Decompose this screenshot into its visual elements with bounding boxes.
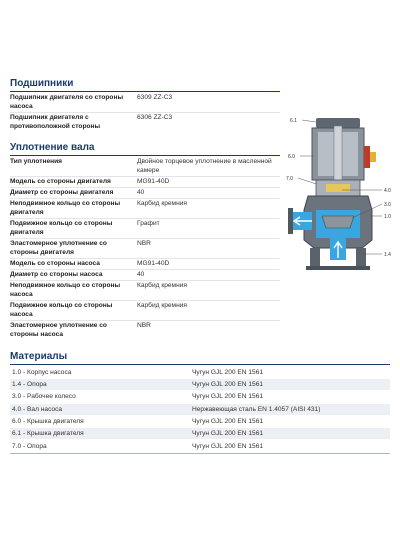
seal-pump-stationary-ring-label: Неподвижное кольцо со стороны насоса [10, 282, 121, 298]
bearings-title: Подшипники [10, 78, 74, 89]
seal-motor-diameter-value: 40 [137, 189, 145, 196]
seal-motor-elastomer-value: NBR [137, 240, 151, 247]
bearing-pump-side-label: Подшипник двигателя со стороны насоса [10, 94, 124, 110]
impeller-shape [322, 216, 354, 228]
seal-pump-elastomer-value: NBR [137, 322, 151, 329]
seal-type-value: Двойное торцевое уплотнение в масленной камере [137, 158, 272, 174]
bearing-opposite-side-value: 6306 ZZ-C3 [137, 114, 173, 121]
table-row [10, 391, 390, 402]
material-value: Чугун GJL 200 EN 1561 [192, 368, 264, 376]
material-part: 1.0 - Корпус насоса [12, 368, 72, 376]
seal-pump-model-label: Модель со стороны насоса [10, 260, 100, 267]
table-row [10, 404, 390, 415]
row-separator [10, 218, 280, 219]
row-separator [10, 269, 280, 270]
seal-pump-diameter-value: 40 [137, 271, 145, 278]
callout-1-4: 1.4 [384, 252, 391, 258]
material-value: Нержавеющая сталь EN 1.4057 (AISI 431) [192, 405, 321, 413]
material-part: 4.0 - Вал насоса [12, 405, 63, 413]
seal-pump-rotating-ring-value: Карбид кремния [137, 302, 187, 309]
seal-motor-elastomer-label: Эластомерное уплотнение со стороны двигателя [10, 240, 107, 256]
material-value: Чугун GJL 200 EN 1561 [192, 417, 264, 425]
seal-motor-stationary-ring-value: Карбид кремния [137, 200, 187, 207]
materials-title: Материалы [10, 351, 68, 362]
table-row [10, 367, 390, 378]
seal-pump-rotating-ring-label: Подвижное кольцо со стороны насоса [10, 302, 113, 318]
material-part: 3.0 - Рабочее колесо [12, 392, 76, 400]
callout-7-0: 7.0 [286, 176, 293, 182]
materials-rule [10, 364, 390, 365]
table-row [10, 416, 390, 427]
cable-connector-shape [370, 152, 376, 162]
row-separator [10, 280, 280, 281]
mechanical-seal-shape [326, 184, 350, 192]
material-part: 1.4 - Опора [12, 380, 47, 388]
row-separator [10, 176, 280, 177]
pump-cross-section-diagram [286, 112, 398, 272]
stand-left-shape [310, 248, 320, 268]
callout-1-0: 1.0 [384, 214, 391, 220]
callout-3-0: 3.0 [384, 202, 391, 208]
seal-type-label: Тип уплотнения [10, 158, 63, 165]
seal-title: Уплотнение вала [10, 142, 95, 153]
seal-pump-stationary-ring-value: Карбид кремния [137, 282, 187, 289]
table-row [10, 441, 390, 452]
row-separator [10, 320, 280, 321]
table-row [10, 428, 390, 439]
row-separator [10, 238, 280, 239]
seal-motor-diameter-label: Диаметр со стороны двигателя [10, 189, 114, 196]
material-part: 7.0 - Опора [12, 442, 47, 450]
stator-right-shape [342, 132, 358, 176]
stator-left-shape [318, 132, 334, 176]
row-separator [10, 258, 280, 259]
material-value: Чугун GJL 200 EN 1561 [192, 392, 264, 400]
seal-motor-model-label: Модель со стороны двигателя [10, 178, 111, 185]
callout-6-0: 6.0 [288, 154, 295, 160]
row-separator [10, 198, 280, 199]
stand-right-shape [356, 248, 366, 268]
material-value: Чугун GJL 200 EN 1561 [192, 380, 264, 388]
materials-bottom-rule [10, 453, 390, 454]
callout-4-0: 4.0 [384, 188, 391, 194]
bearings-rule [10, 91, 280, 92]
seal-rule [10, 155, 280, 156]
bearing-opposite-side-label: Подшипник двигателя с противоположной стороны [10, 114, 101, 130]
table-row [10, 379, 390, 390]
material-part: 6.1 - Крышка двигателя [12, 429, 84, 437]
seal-pump-model-value: MG91-40D [137, 260, 170, 267]
callout-6-1: 6.1 [290, 118, 297, 124]
stand-base-shape [306, 266, 370, 270]
seal-pump-elastomer-label: Эластомерное уплотнение со стороны насоса [10, 322, 107, 338]
seal-motor-model-value: MG91-40D [137, 178, 170, 185]
row-separator [10, 112, 280, 113]
seal-motor-stationary-ring-label: Неподвижное кольцо со стороны двигателя [10, 200, 121, 216]
row-separator [10, 187, 280, 188]
material-value: Чугун GJL 200 EN 1561 [192, 442, 264, 450]
bearing-pump-side-value: 6309 ZZ-C3 [137, 94, 173, 101]
seal-motor-rotating-ring-label: Подвижное кольцо со стороны двигателя [10, 220, 113, 236]
cable-gland-shape [364, 146, 370, 168]
material-value: Чугун GJL 200 EN 1561 [192, 429, 264, 437]
row-separator [10, 300, 280, 301]
seal-pump-diameter-label: Диаметр со стороны насоса [10, 271, 103, 278]
seal-motor-rotating-ring-value: Графит [137, 220, 160, 227]
material-part: 6.0 - Крышка двигателя [12, 417, 84, 425]
outlet-flange-shape [288, 208, 293, 234]
